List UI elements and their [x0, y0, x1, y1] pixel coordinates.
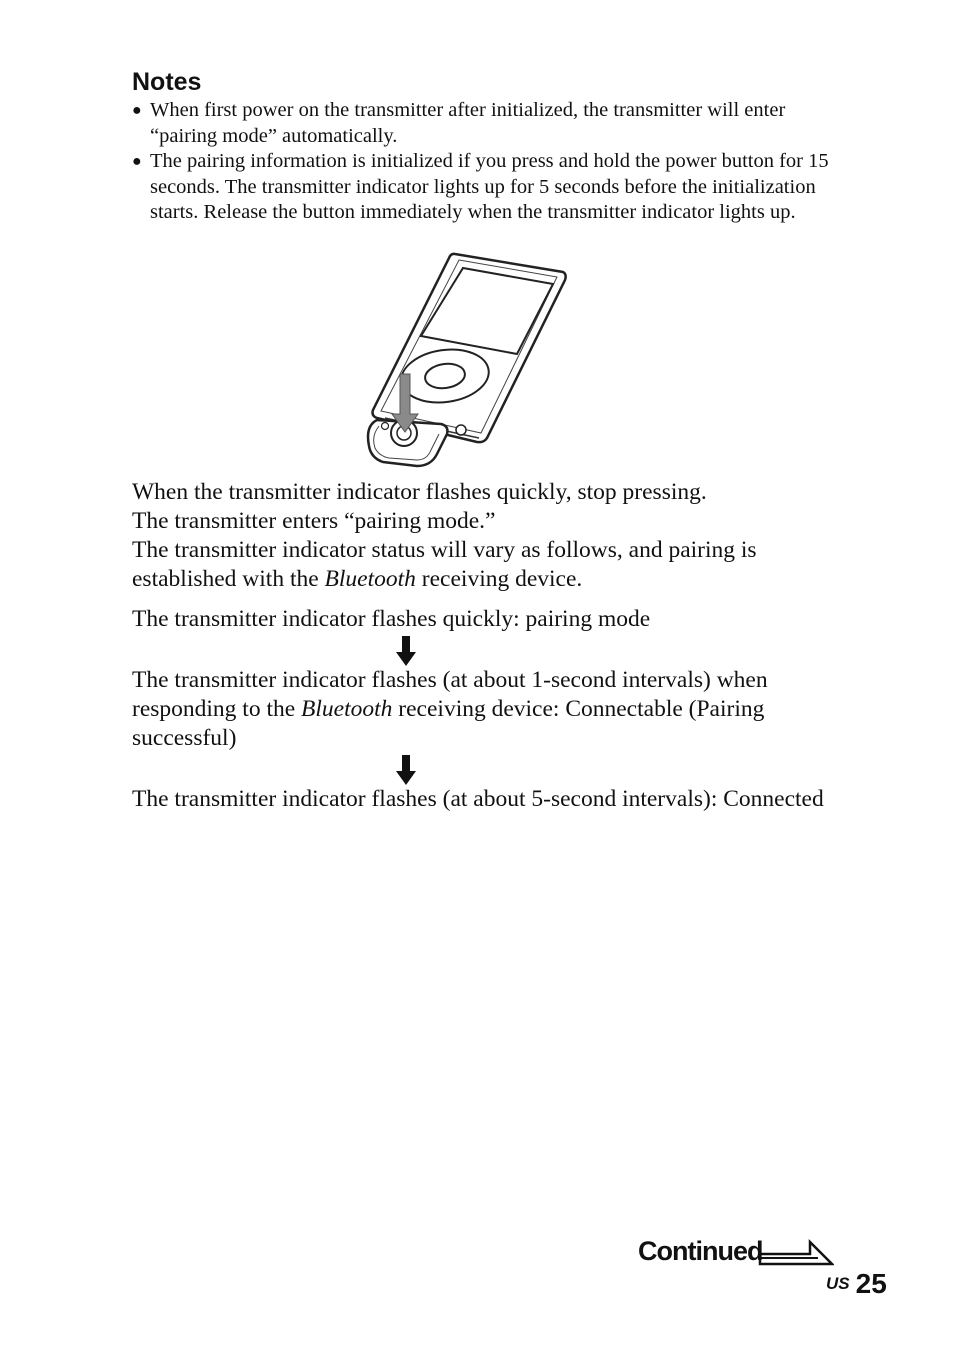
text-segment: receiving device: Connectable (Pairing successful) [132, 696, 765, 751]
flow-step-pairing-mode: The transmitter indicator flashes quickly: pairing mode [132, 606, 651, 632]
continued-arrow-icon [758, 1238, 834, 1268]
indicator-status-flow [132, 605, 842, 814]
indicator-light [456, 425, 466, 435]
note-item [132, 98, 844, 149]
instruction-line: The transmitter enters “pairing mode.” [132, 508, 496, 534]
continued-indicator [638, 1236, 848, 1276]
transmitter-illustration [355, 250, 575, 472]
page-number [826, 1268, 887, 1300]
bluetooth-term: Bluetooth [301, 696, 393, 722]
flow-step-connectable [132, 666, 842, 753]
notes-list [132, 98, 844, 226]
text-segment: receiving device. [415, 566, 583, 592]
text-segment: The transmitter indicator status will vary as follows, and pairing is established with the [132, 537, 757, 592]
down-arrow-icon [396, 755, 416, 785]
region-code: US [826, 1274, 850, 1293]
page-number-value: 25 [855, 1268, 887, 1299]
flow-step-connected: The transmitter indicator flashes (at about 5-second intervals): Connected [132, 786, 824, 812]
down-arrow-icon [396, 636, 416, 666]
instructions [132, 478, 832, 594]
instruction-line [132, 536, 832, 594]
note-item [132, 149, 844, 226]
note-text: The pairing information is initialized if you press and hold the power button for 15 seconds. The transmitter indicator lights up for 5 seconds before the initialization starts. Release the button immediately when the transmitter indicator lights up. [150, 150, 829, 224]
bullet-icon: ● [132, 153, 142, 171]
notes-heading: Notes [132, 68, 202, 96]
bluetooth-term: Bluetooth [324, 566, 416, 592]
text-segment: The transmitter indicator flashes (at about 1-second intervals) when responding to the [132, 667, 768, 722]
note-text: When first power on the transmitter after initialized, the transmitter will enter “pairing mode” automatically. [150, 99, 786, 147]
bullet-icon: ● [132, 102, 142, 119]
instruction-line: When the transmitter indicator flashes quickly, stop pressing. [132, 479, 707, 505]
continued-label: Continued [638, 1236, 763, 1266]
